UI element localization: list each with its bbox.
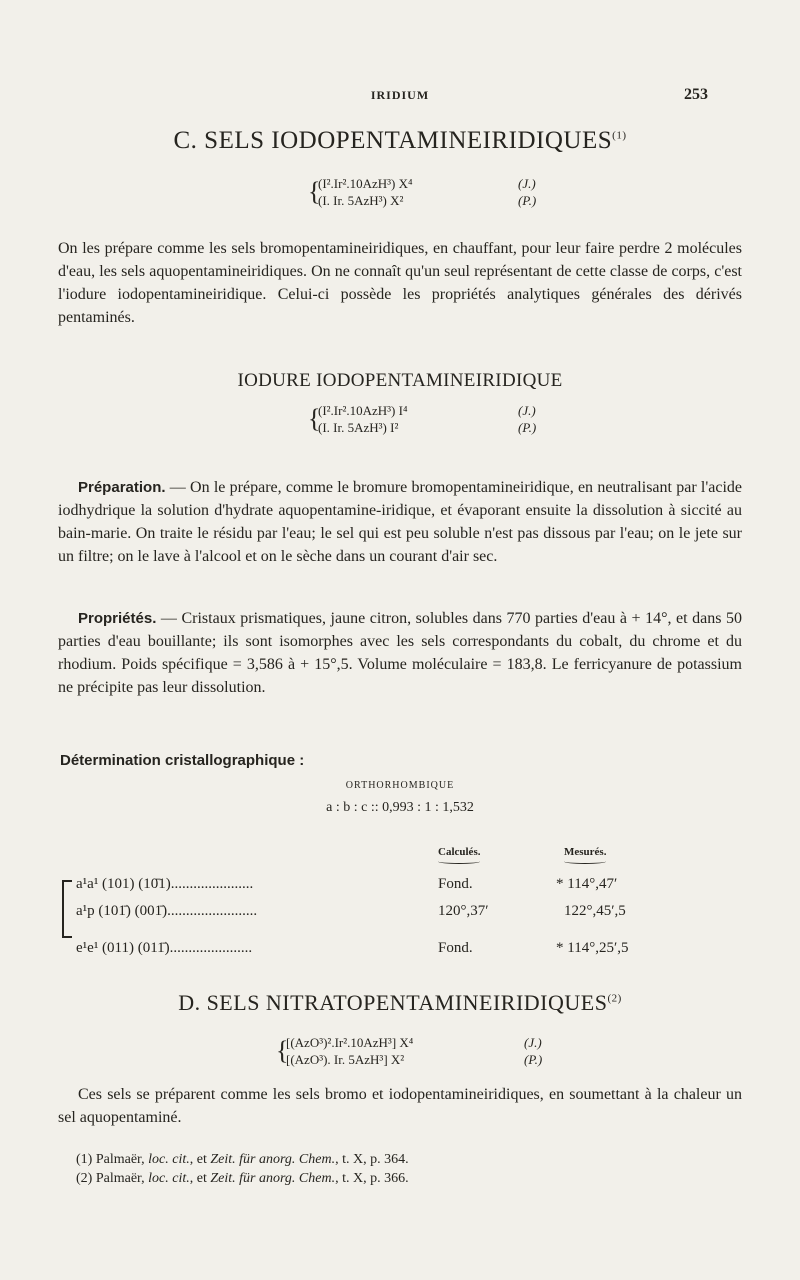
preparation-label: Préparation. xyxy=(78,479,166,496)
column-meas-header xyxy=(564,846,606,864)
section-c-note-ref: (1) xyxy=(612,129,627,142)
formula-brace: { xyxy=(308,404,321,433)
properties-paragraph xyxy=(58,607,742,699)
formula-p-tag: (P.) xyxy=(524,1052,543,1067)
formula-j: (I².Ir².10AzH³) X⁴ xyxy=(318,176,413,191)
section-d-intro-text: Ces sels se préparent comme les sels bromo et iodopentamineiridiques, en soumettant à la chaleur un sel aquopentaminé. xyxy=(58,1086,742,1126)
page-number: 253 xyxy=(684,86,708,103)
footnote-loc: loc. cit. xyxy=(148,1171,190,1186)
footnote-number: (2) xyxy=(76,1171,93,1186)
footnote-connector: , et xyxy=(189,1171,211,1186)
footnote-author: Palmaër, xyxy=(95,1152,145,1167)
iodure-formulas xyxy=(308,403,537,437)
footnote-author: Palmaër, xyxy=(95,1171,145,1186)
angle-row-calc: 120°,37′ xyxy=(438,903,489,919)
formula-brace: { xyxy=(308,177,321,206)
section-d-title-text: D. SELS NITRATOPENTAMINEIRIDIQUES xyxy=(178,990,608,1015)
formula-p-tag: (P.) xyxy=(518,193,537,208)
crystal-system: ORTHORHOMBIQUE xyxy=(345,780,455,791)
section-c-title-text: C. SELS IODOPENTAMINEIRIDIQUES xyxy=(173,127,613,154)
section-d-intro xyxy=(58,1083,742,1129)
footnote-ref: , t. X, p. 366. xyxy=(335,1171,409,1186)
formula-p: (I. Ir. 5AzH³) I² xyxy=(318,420,399,435)
section-d-note-ref: (2) xyxy=(607,992,622,1005)
section-d-title xyxy=(0,990,800,1016)
formula-p: [(AzO³). Ir. 5AzH³] X² xyxy=(286,1052,405,1067)
formula-j-tag: (J.) xyxy=(518,403,536,418)
formula-j-tag: (J.) xyxy=(518,176,536,191)
column-calc-rule xyxy=(438,859,480,864)
footnote-ref: , t. X, p. 364. xyxy=(335,1152,409,1167)
iodure-title: IODURE IODOPENTAMINEIRIDIQUE xyxy=(237,370,563,391)
column-meas-rule xyxy=(564,859,606,864)
formula-p-tag: (P.) xyxy=(518,420,537,435)
footnote-journal: Zeit. für anorg. Chem. xyxy=(210,1171,336,1186)
crystallography-heading: Détermination cristallographique : xyxy=(60,752,305,769)
footnote-connector: , et xyxy=(189,1152,211,1167)
column-calc-label: Calculés. xyxy=(438,846,481,858)
section-c-intro: On les prépare comme les sels bromopentamineiridiques, en chauffant, pour leur faire perdre 2 molécules d'eau, les sels aquopentamineiridiques. On ne connaît qu'un seul représentant de cette classe de corps, c'est l'iodure iodopentamineiridique. Celui-ci possède les propriétés analytiques générales des dérivés pentaminés. xyxy=(58,240,742,326)
section-c-formulas xyxy=(308,176,537,210)
footnote xyxy=(76,1169,409,1188)
properties-text: — Cristaux prismatiques, jaune citron, solubles dans 770 parties d'eau à + 14°, et dans 50 parties d'eau bouillante; ils sont isomorphes avec les sels correspondants du cobalt, du chrome et du rhodium. Poids spécifique = 3,586 à + 15°,5. Volume moléculaire = 183,8. Le ferricyanure de potassium ne précipite pas leur dissolution. xyxy=(58,610,742,696)
section-c-title xyxy=(0,127,800,155)
angle-row-calc: Fond. xyxy=(438,876,473,892)
angle-row-meas: * 114°,25′,5 xyxy=(556,940,629,956)
angle-row-meas: * 114°,47′ xyxy=(556,876,618,892)
section-d-formulas xyxy=(276,1035,543,1069)
angle-group-bracket xyxy=(62,880,72,938)
preparation-paragraph xyxy=(58,476,742,568)
formula-j-tag: (J.) xyxy=(524,1035,542,1050)
formula-brace: { xyxy=(276,1036,289,1065)
running-head: IRIDIUM xyxy=(370,88,430,102)
angle-row-calc: Fond. xyxy=(438,940,473,956)
angle-row-label: a¹p (101̄) (001̄)........................ xyxy=(76,903,258,919)
footnote-number: (1) xyxy=(76,1152,93,1167)
angle-row-label: e¹e¹ (011) (011̄)...................... xyxy=(76,940,253,956)
footnote xyxy=(76,1150,409,1169)
column-calc-header xyxy=(438,846,480,864)
axial-ratio: a : b : c :: 0,993 : 1 : 1,532 xyxy=(326,800,474,815)
preparation-text: — On le prépare, comme le bromure bromopentamineiridique, en neutralisant par l'acide iodhydrique la solution d'hydrate aquopentamine-iridique, et évaporant ensuite la dissolution à siccité au bain-marie. On traite le résidu par l'eau; le sel qui est peu soluble n'est pas dissous par l'eau; on le jete sur un filtre; on le lave à l'alcool et on le sèche dans un courant d'air sec. xyxy=(58,479,742,565)
formula-j: [(AzO³)².Ir².10AzH³] X⁴ xyxy=(286,1035,414,1050)
formula-p: (I. Ir. 5AzH³) X² xyxy=(318,193,404,208)
properties-label: Propriétés. xyxy=(78,610,157,627)
footnote-journal: Zeit. für anorg. Chem. xyxy=(210,1152,336,1167)
footnote-loc: loc. cit. xyxy=(148,1152,190,1167)
formula-j: (I².Ir².10AzH³) I⁴ xyxy=(318,403,408,418)
column-meas-label: Mesurés. xyxy=(564,846,607,858)
angle-row-label: a¹a¹ (101) (10̄1)...................... xyxy=(76,876,254,892)
angle-row-meas: 122°,45′,5 xyxy=(564,903,626,919)
